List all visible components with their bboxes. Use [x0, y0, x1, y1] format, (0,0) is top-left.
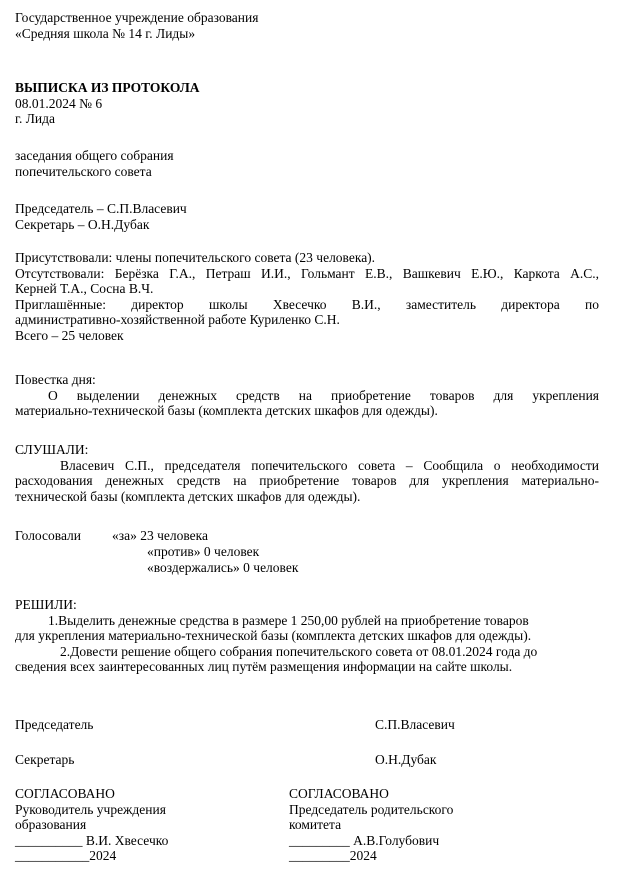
total-line: Всего – 25 человек — [15, 327, 124, 343]
approval-right — [289, 786, 453, 864]
org-header — [15, 10, 599, 41]
document-title: ВЫПИСКА ИЗ ПРОТОКОЛА — [15, 80, 200, 95]
decision-item-line: 2.Довести решение общего собрания попечительского совета от 08.01.2024 года до — [60, 643, 538, 659]
approval-signature-line: _________ А.В.Голубович — [289, 832, 440, 848]
secretary-signature-label: Секретарь — [15, 752, 75, 767]
secretary-line: Секретарь – О.Н.Дубак — [15, 216, 150, 232]
approval-heading: СОГЛАСОВАНО — [289, 786, 389, 801]
meeting-subject — [15, 148, 599, 179]
invited-line: административно-хозяйственной работе Куриленко С.Н. — [15, 312, 340, 327]
heard-heading: СЛУШАЛИ: — [15, 442, 89, 457]
chairperson-line: Председатель – С.П.Власевич — [15, 201, 187, 216]
heard-block — [15, 442, 599, 504]
present-line: Присутствовали: члены попечительского совета (23 человека). — [15, 250, 376, 265]
approval-role: Руководитель учреждения — [15, 801, 166, 817]
approval-signature-line: __________ В.И. Хвесечко — [15, 832, 169, 848]
invited-line: Приглашённые: директор школы Хвесечко В.И., заместитель директора по — [15, 296, 599, 312]
absent-line: Керней Т.А., Сосна В.Ч. — [15, 281, 154, 296]
subject-line: заседания общего собрания — [15, 148, 174, 163]
decision-item-line: 1.Выделить денежные средства в размере 1 250,00 рублей на приобретение товаров — [48, 612, 529, 628]
heard-line: технической базы (комплекта детских шкафов для одежды). — [15, 488, 361, 504]
document-heading — [15, 80, 599, 127]
approval-date-line: _________2024 — [289, 848, 377, 863]
document-place: г. Лида — [15, 111, 56, 126]
school-name-line: «Средняя школа № 14 г. Лиды» — [15, 25, 196, 41]
decision-heading: РЕШИЛИ: — [15, 597, 77, 612]
approval-left — [15, 786, 168, 864]
approval-role: Председатель родительского — [289, 801, 454, 817]
document-date-number: 08.01.2024 № 6 — [15, 95, 103, 111]
approval-date-line: ___________2024 — [15, 848, 117, 863]
officers-block — [15, 201, 599, 232]
approval-role: образования — [15, 817, 87, 832]
vote-label: Голосовали — [15, 528, 82, 543]
vote-abstained: «воздержались» 0 человек — [147, 560, 299, 575]
agenda-block — [15, 372, 599, 419]
agenda-item-line: материально-технической базы (комплекта детских шкафов для одежды). — [15, 403, 438, 418]
vote-against: «против» 0 человек — [147, 544, 260, 559]
heard-line: расходования денежных средств на приобретение товаров для укрепления материально- — [15, 473, 599, 488]
vote-for: «за» 23 человека — [112, 528, 208, 543]
chair-signature-label: Председатель — [15, 717, 94, 732]
decision-item-line: для укрепления материально-технической базы (комплекта детских шкафов для одежды). — [15, 628, 532, 643]
subject-line: попечительского совета — [15, 163, 152, 179]
secretary-signature-name: О.Н.Дубак — [375, 752, 437, 767]
approval-role: комитета — [289, 817, 342, 832]
org-name-line: Государственное учреждение образования — [15, 10, 259, 25]
decision-item-line: сведения всех заинтересованных лиц путём размещения информации на сайте школы. — [15, 659, 513, 674]
chair-signature-name: С.П.Власевич — [375, 717, 455, 732]
vote-block — [15, 528, 599, 576]
agenda-item-line: О выделении денежных средств на приобретение товаров для укрепления — [48, 387, 599, 403]
attendance-block — [15, 250, 599, 343]
decision-block — [15, 597, 599, 675]
heard-line: Власевич С.П., председателя попечительского совета – Сообщила о необходимости — [60, 457, 599, 473]
approval-heading: СОГЛАСОВАНО — [15, 786, 115, 801]
absent-line: Отсутствовали: Берёзка Г.А., Петраш И.И., Гольмант Е.В., Вашкевич Е.Ю., Каркота А.С., — [15, 265, 599, 281]
agenda-heading: Повестка дня: — [15, 372, 96, 387]
